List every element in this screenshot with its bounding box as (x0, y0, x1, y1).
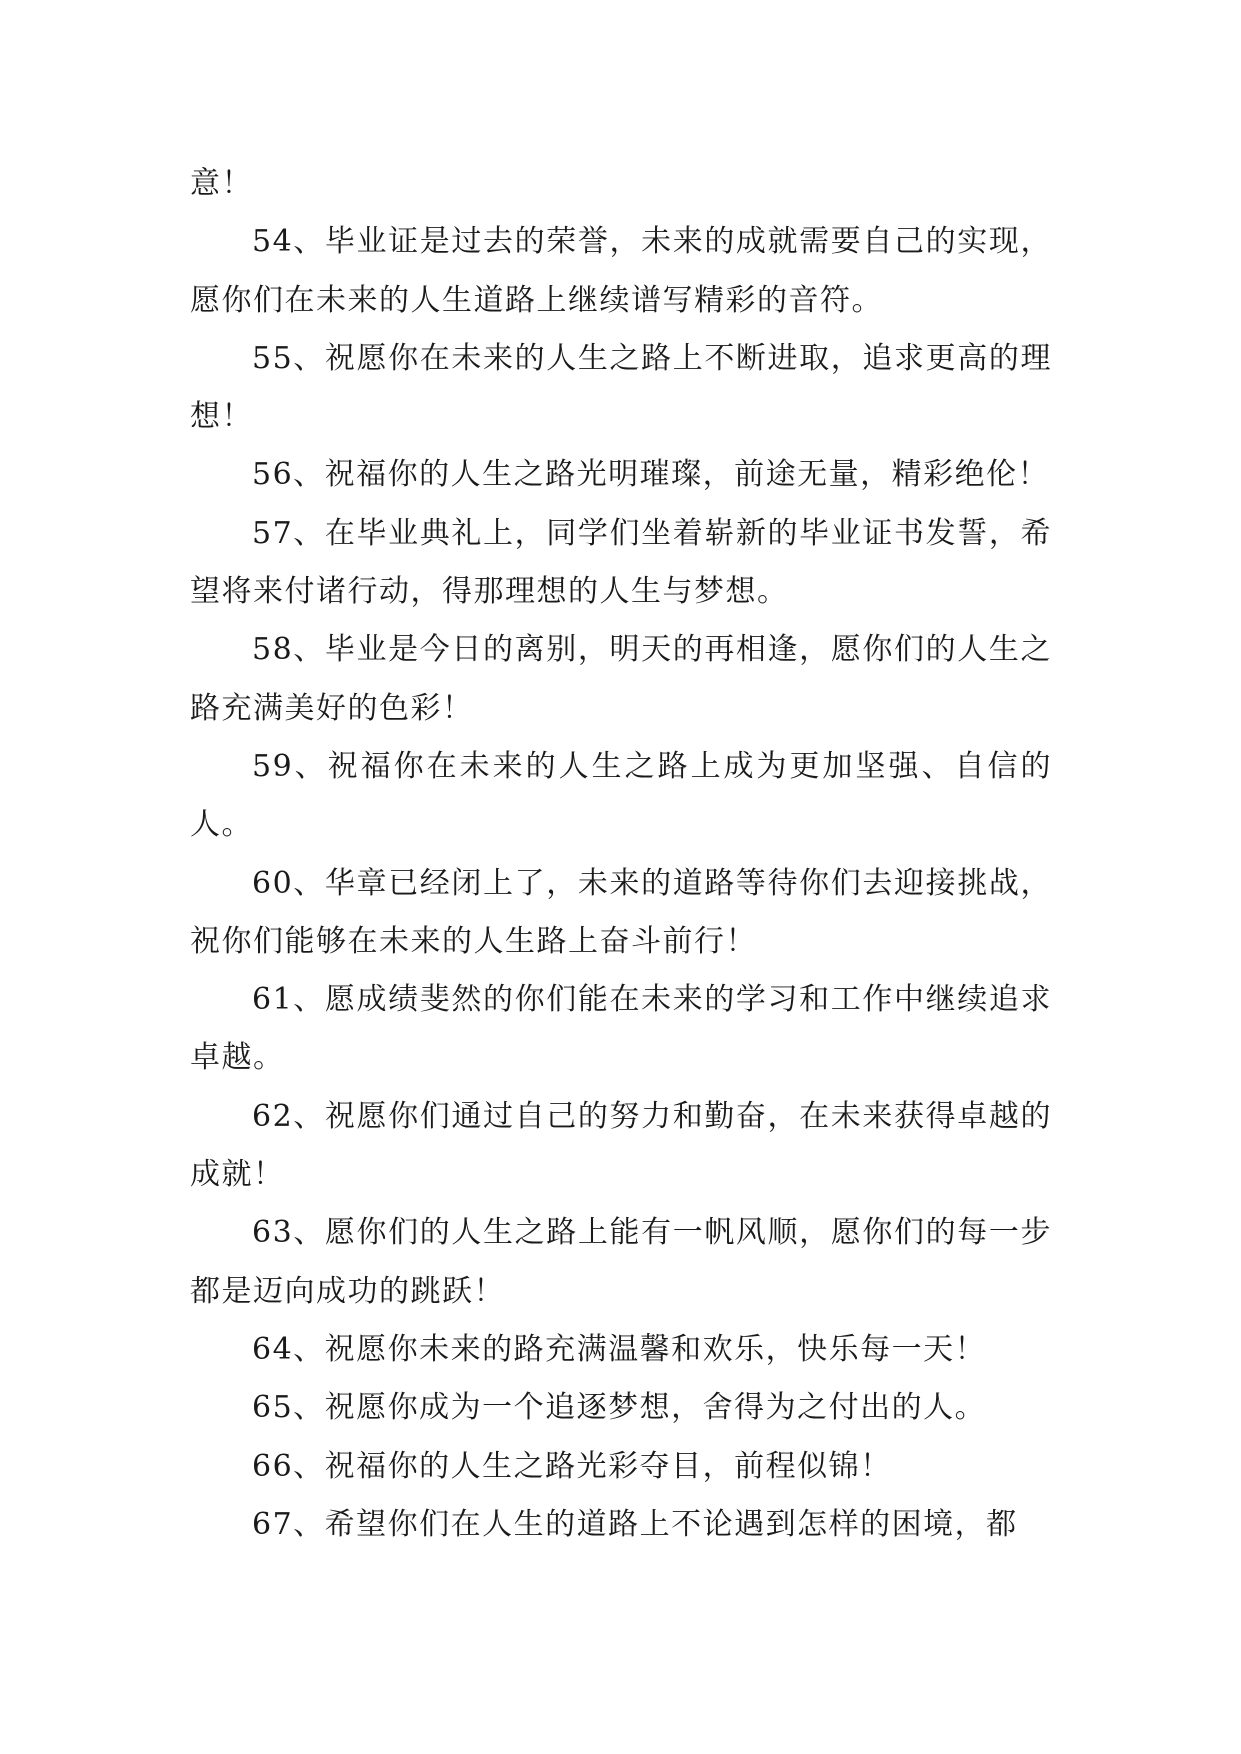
paragraph-57: 57、在毕业典礼上，同学们坐着崭新的毕业证书发誓，希望将来付诸行动，得那理想的人生与梦想。 (190, 515, 1052, 610)
paragraph-64: 64、祝愿你未来的路充满温馨和欢乐，快乐每一天！ (252, 1331, 987, 1367)
body-text (190, 155, 1052, 1554)
paragraph-66: 66、祝福你的人生之路光彩夺目，前程似锦！ (252, 1448, 892, 1484)
paragraph-67: 67、希望你们在人生的道路上不论遇到怎样的困境，都 (252, 1506, 1018, 1542)
paragraph-65: 65、祝愿你成为一个追逐梦想，舍得为之付出的人。 (252, 1390, 987, 1426)
paragraph-continuation: 意！ (190, 166, 253, 201)
paragraph-58: 58、毕业是今日的离别，明天的再相逢，愿你们的人生之路充满美好的色彩！ (190, 632, 1052, 726)
paragraph-62: 62、祝愿你们通过自己的努力和勤奋，在未来获得卓越的成就！ (190, 1098, 1052, 1193)
paragraph-63: 63、愿你们的人生之路上能有一帆风顺，愿你们的每一步都是迈向成功的跳跃！ (190, 1215, 1052, 1309)
paragraph-59: 59、祝福你在未来的人生之路上成为更加坚强、自信的人。 (190, 748, 1052, 843)
paragraph-61: 61、愿成绩斐然的你们能在未来的学习和工作中继续追求卓越。 (190, 982, 1052, 1076)
paragraph-60: 60、华章已经闭上了，未来的道路等待你们去迎接挑战，祝你们能够在未来的人生路上奋斗前行！ (190, 865, 1052, 959)
paragraph-54: 54、毕业证是过去的荣誉，未来的成就需要自己的实现，愿你们在未来的人生道路上继续谱写精彩的音符。 (190, 224, 1052, 318)
paragraph-56: 56、祝福你的人生之路光明璀璨，前途无量，精彩绝伦！ (252, 457, 1050, 493)
paragraph-55: 55、祝愿你在未来的人生之路上不断进取，追求更高的理想！ (190, 340, 1052, 435)
